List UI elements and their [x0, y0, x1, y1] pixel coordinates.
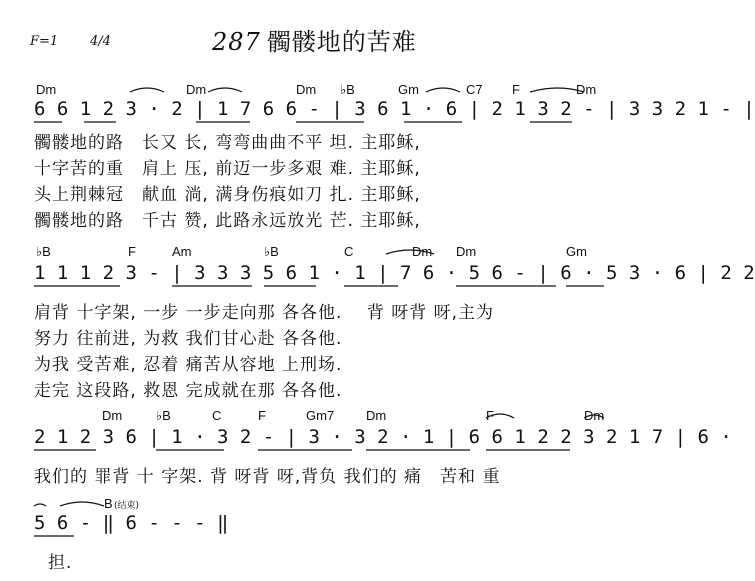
chord: C	[212, 408, 222, 423]
chord: Dm	[456, 244, 477, 259]
time-signature: 4/4	[90, 34, 111, 49]
slur-mark	[530, 88, 584, 92]
chord: B	[104, 496, 113, 511]
notation-line: 5 6 - ‖ 6 - - - ‖	[34, 512, 229, 534]
notation-line: 2 1 2 3 6 | 1 · 3 2 - | 3 · 3 2 · 1 | 6 6 1 2 2 3 2 1 7 | 6 ·	[34, 426, 732, 448]
chord: Dm	[296, 82, 317, 97]
lyric-line: 肩背 十字架, 一步 一步走向那 各各他. 背 呀背 呀,主为	[34, 303, 495, 323]
slur-mark	[208, 88, 242, 92]
lyric-line: 髑髅地的路 千古 赞, 此路永远放光 芒. 主耶稣,	[34, 211, 421, 231]
lyric-line: 努力 往前进, 为救 我们甘心赴 各各他.	[34, 329, 343, 349]
lyric-line: 为我 受苦难, 忍着 痛苦从容地 上刑场.	[34, 355, 343, 375]
key-signature: F=1	[30, 34, 59, 49]
slur-mark	[386, 250, 434, 254]
chord: ♭B	[340, 82, 355, 97]
chord: ♭B	[156, 408, 171, 423]
chord: Dm	[366, 408, 387, 423]
chord: F	[512, 82, 520, 97]
chord: F	[486, 408, 494, 423]
chord: Dm	[102, 408, 123, 423]
chord: F	[128, 244, 136, 259]
chord: ♭B	[36, 244, 51, 259]
slur-mark	[584, 415, 604, 418]
chord: C7	[466, 82, 483, 97]
notation-line: 6 6 1 2 3 · 2 | 1 7 6 6 - | 3 6 1 · 6 | 2 1 3 2 - | 3 3 2 1 - |	[34, 98, 755, 120]
slur-mark	[60, 502, 104, 506]
chord: C	[344, 244, 354, 259]
slur-mark	[486, 414, 514, 418]
song-number: 287	[212, 28, 261, 56]
end-marker: (结束)	[114, 501, 140, 511]
lyric-line: 我们的 罪背 十 字架. 背 呀背 呀,背负 我们的 痛 苦和 重	[34, 467, 501, 487]
chord: Dm	[412, 244, 433, 259]
song-title: 髑髅地的苦难	[266, 28, 417, 56]
slur-mark	[130, 88, 164, 92]
lyric-line: 头上荆棘冠 献血 淌, 满身伤痕如刀 扎. 主耶稣,	[34, 185, 421, 205]
slur-mark	[34, 504, 46, 506]
slur-mark	[426, 88, 460, 92]
chord: F	[258, 408, 266, 423]
chord: Gm	[566, 244, 587, 259]
chord: ♭B	[264, 244, 279, 259]
lyric-line: 髑髅地的路 长又 长, 弯弯曲曲不平 坦. 主耶稣,	[34, 133, 421, 153]
chord: Am	[172, 244, 192, 259]
chord: Dm	[186, 82, 207, 97]
lyric-line: 担.	[48, 553, 73, 573]
lyric-line: 走完 这段路, 救恩 完成就在那 各各他.	[34, 381, 343, 401]
chord: Dm	[576, 82, 597, 97]
notation-line: 1 1 1 2 3 - | 3 3 3 5 6 1 · 1 | 7 6 · 5 6 - | 6 · 5 3 · 6 | 2 2	[34, 262, 755, 284]
chord: Gm7	[306, 408, 335, 423]
chord: Gm	[398, 82, 419, 97]
chord: Dm	[36, 82, 57, 97]
lyric-line: 十字苦的重 肩上 压, 前迈一步多艰 难. 主耶稣,	[34, 159, 421, 179]
chord: Dm	[584, 408, 605, 423]
